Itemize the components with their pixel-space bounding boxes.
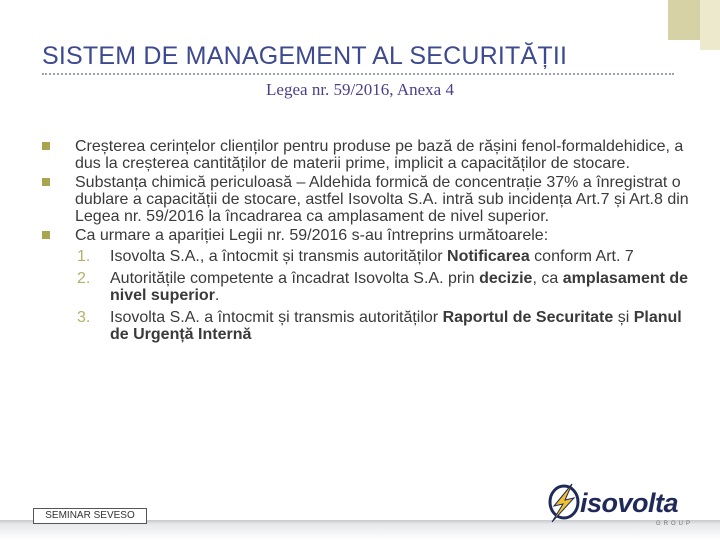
numbered-item: [40, 270, 690, 304]
item-number: 2.: [77, 270, 91, 287]
item-text: conform Art. 7: [529, 248, 634, 265]
square-bullet-icon: [42, 142, 50, 150]
item-text: și: [613, 309, 634, 326]
item-text: Isovolta S.A. a întocmit și transmis autorităților: [110, 309, 443, 326]
logo-group-text: GROUP: [656, 521, 694, 527]
item-bold-text: Planul de Urgență Internă: [110, 309, 682, 343]
item-bold-text: decizie: [479, 270, 533, 287]
logo-wordmark: isovolta: [580, 488, 679, 518]
slide-title: SISTEM DE MANAGEMENT AL SECURITĂȚII: [42, 42, 568, 70]
corner-decoration: [668, 0, 720, 50]
item-number: 1.: [77, 248, 91, 265]
bullet-text: Ca urmare a apariției Legii nr. 59/2016 s-au întreprins următoarele:: [75, 227, 549, 244]
bullet-text: Creșterea cerințelor clienților pentru produse pe bază de rășini fenol-formaldehidice, a dus la creșterea cantităților de materii prime, implicit a capacităților de stocare.: [75, 138, 684, 172]
bullet-item: [40, 174, 690, 225]
seminar-label: SEMINAR SEVESO: [33, 508, 147, 524]
slide-subtitle: Legea nr. 59/2016, Anexa 4: [266, 80, 454, 99]
item-bold-text: Notificarea: [447, 248, 530, 265]
numbered-item: [40, 248, 690, 265]
square-bullet-icon: [42, 231, 50, 239]
bullet-item: [40, 138, 690, 172]
lightning-bolt-icon: [550, 484, 578, 522]
item-text: , ca: [532, 270, 563, 287]
item-text: Isovolta S.A., a întocmit și transmis autorităților: [110, 248, 448, 265]
bullet-text: Substanța chimică periculoasă – Aldehida formică de concentrație 37% a înregistrat o dublare a capacității de stocare, astfel Isovolta S.A. intră sub incidența Art.7 și Art.8 din Legea nr. 59/2016 la încadrarea ca amplasament de nivel superior.: [75, 174, 689, 225]
item-text: .: [214, 287, 220, 304]
item-number: 3.: [77, 309, 91, 326]
isovolta-logo: [548, 478, 698, 530]
numbered-item: [40, 309, 690, 343]
item-bold-text: amplasament de nivel superior: [110, 270, 689, 304]
title-divider: [42, 73, 674, 75]
bullet-item: [40, 227, 690, 244]
item-text: Autoritățile competente a încadrat Isovolta S.A. prin: [110, 270, 480, 287]
slide-content: [40, 138, 690, 348]
square-bullet-icon: [42, 178, 50, 186]
item-bold-text: Raportul de Securitate: [442, 309, 614, 326]
